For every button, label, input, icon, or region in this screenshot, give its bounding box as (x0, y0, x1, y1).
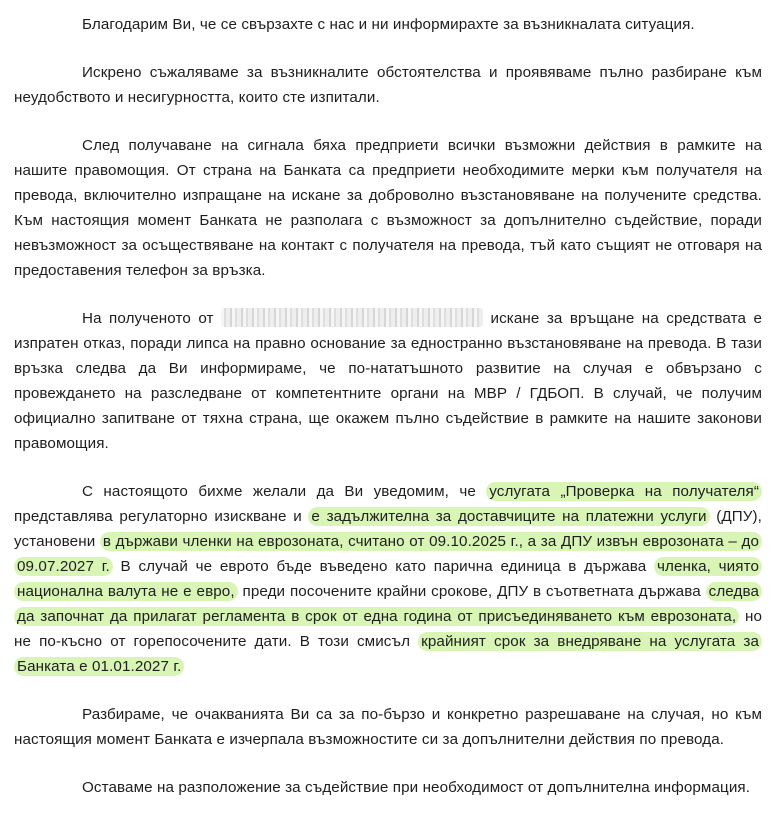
verification-text-5: преди посочените крайни срокове, ДПУ в съответната държава (242, 583, 701, 600)
highlight-service-name: услугата „Проверка на получателя“ (486, 482, 762, 501)
verification-text-6: но не по-късно от горепосочените дати. В този смисъл (14, 608, 762, 650)
paragraph-apology: Искрено съжаляваме за възникналите обстоятелства и проявяваме пълно разбиране към неудобството и несигурността, които сте изпитали. (14, 64, 762, 106)
refusal-text-rest: искане за връщане на средствата е изпратен отказ, поради липса на правно основание за едностранно възстановяване на превода. В тази връзка следва да Ви информираме, че по-нататъшното развитие на случая е обвързано с провеждането на разследване от компетентните органи на МВР / ГДБОП. В случай, че получим официално запитване от тяхна страна, ще окажем пълно съдействие в рамките на нашите законови правомощия. (14, 310, 763, 452)
refusal-text-start: На полученото от (82, 310, 214, 327)
highlight-non-euro-member: членка, чиято национална валута не е евро, (14, 557, 762, 601)
paragraph-refund-refusal (14, 306, 762, 456)
verification-text-2: представлява регулаторно изискване и (14, 508, 302, 525)
paragraph-actions-taken: След получаване на сигнала бяха предприети всички възможни действия в рамките на нашите правомощия. От страна на Банката са предприети необходимите мерки към получателя на превода, включително изпращане на искане за доброволно възстановяване на получените средства. Към настоящия момент Банката не разполага с възможност за допълнително съдействие, поради невъзможност за осъществяване на контакт с получателя на превода, тъй като същият не отговаря на предоставения телефон за връзка. (14, 137, 762, 279)
letter-body (14, 12, 762, 823)
paragraph-closing: Оставаме на разположение за съдействие при необходимост от допълнителна информация. (82, 779, 751, 796)
paragraph-verification-service (14, 479, 762, 679)
verification-text-4: В случай че еврото бъде въведено като парична единица в държава (120, 558, 647, 575)
paragraph-expectations: Разбираме, че очакванията Ви са за по-бързо и конкретно разрешаване на случая, но към настоящия момент Банката е изчерпала възможностите си за допълнителни действия по превода. (14, 706, 762, 748)
redacted-bank-name (221, 308, 483, 327)
highlight-mandatory: е задължителна за доставчиците на платежни услуги (308, 507, 709, 526)
verification-text-1: С настоящото бихме желали да Ви уведомим, че (82, 483, 476, 500)
verification-text-3: (ДПУ), установени (14, 508, 762, 550)
paragraph-thanks: Благодарим Ви, че се свързахте с нас и ни информирахте за възникналата ситуация. (82, 16, 695, 33)
highlight-one-year-rule: следва да започнат да прилагат регламента в срок от една година от присъединяването към еврозоната, (14, 582, 762, 626)
highlight-deadlines: в държави членки на еврозоната, считано от 09.10.2025 г., а за ДПУ извън еврозоната – до 09.07.2027 г. (14, 532, 762, 576)
highlight-bank-deadline: крайният срок за внедряване на услугата за Банката е 01.01.2027 г. (14, 632, 762, 676)
